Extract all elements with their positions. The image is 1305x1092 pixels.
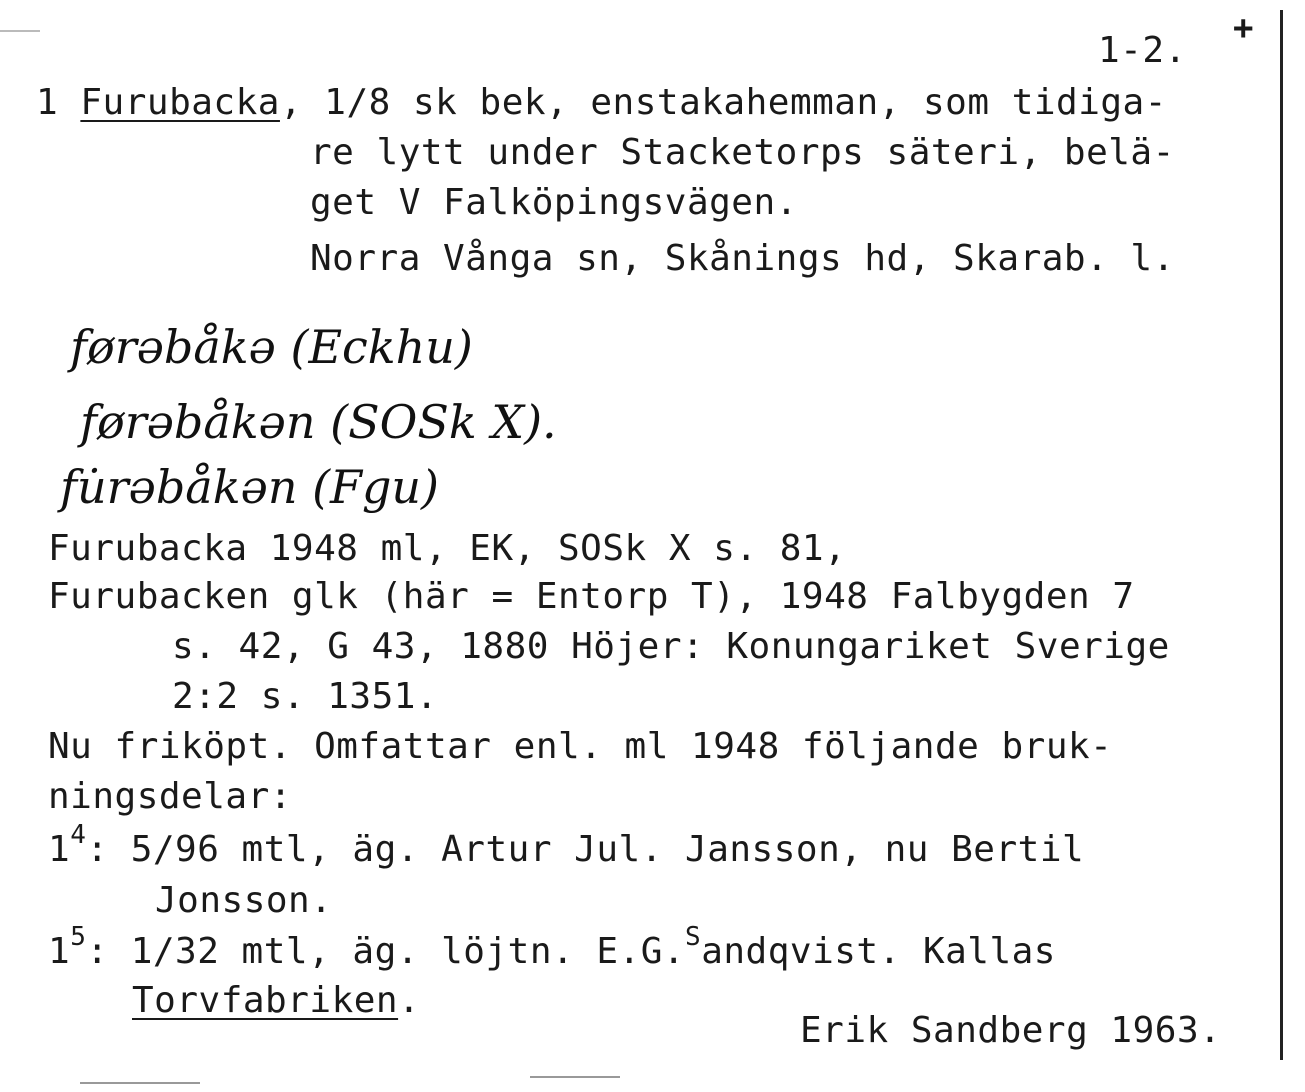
entry-parish-line: Norra Vånga sn, Skånings hd, Skarab. l. [310,238,1175,279]
entry-line-2: re lytt under Stacketorps säteri, belä- [310,132,1175,173]
sources-line-3: s. 42, G 43, 1880 Höjer: Konungariket Sverige [172,626,1170,667]
entry-index: 1 [36,82,59,123]
item-5-end: . [398,980,421,1021]
handwritten-pronunciation-1: førəbåkə (Eckhu) [70,320,473,374]
handwritten-pronunciation-3: fu̇rəbåkən (Fgu) [60,460,439,514]
card-top-mark [0,30,40,32]
item-5-text-a: : 1/32 mtl, äg. löjtn. E.G. [86,931,686,972]
handwritten-pronunciation-2: førəbåkən (SOSk X). [80,395,557,449]
item-4-continuation: Jonsson. [155,880,333,921]
holding-item-1-4 [48,820,1084,870]
item-4-superscript: 4 [70,820,87,850]
entry-line-3: get V Falköpingsvägen. [310,182,798,223]
body-line-1: Nu friköpt. Omfattar enl. ml 1948 följande bruk- [48,726,1113,767]
item-5-s-superscript: S [685,922,702,952]
item-4-base: 1 [48,829,71,870]
card-number: 1-2. [1098,30,1187,71]
scan-speck [530,1076,620,1078]
signature: Erik Sandberg 1963. [800,1010,1222,1051]
sources-line-2: Furubacken glk (här = Entorp T), 1948 Falbygden 7 [48,576,1135,617]
entry-line-1-rest: , 1/8 sk bek, enstakahemman, som tidiga- [279,82,1167,123]
entry-line-1 [36,82,1167,123]
corner-plus-mark: + [1233,8,1254,48]
holding-item-1-5 [48,922,1056,972]
item-4-text: : 5/96 mtl, äg. Artur Jul. Jansson, nu Bertil [86,829,1085,870]
body-line-2: ningsdelar: [48,776,292,817]
item-5-superscript: 5 [70,922,87,952]
sources-line-1: Furubacka 1948 ml, EK, SOSk X s. 81, [48,528,847,569]
sources-line-4: 2:2 s. 1351. [172,676,439,717]
item-5-place-name: Torvfabriken [132,980,399,1021]
entry-name: Furubacka [80,82,280,123]
scan-speck [80,1082,200,1084]
card-right-edge [1280,10,1283,1060]
item-5-base: 1 [48,931,71,972]
item-5-continuation [132,980,420,1021]
item-5-text-b: andqvist. Kallas [701,931,1056,972]
